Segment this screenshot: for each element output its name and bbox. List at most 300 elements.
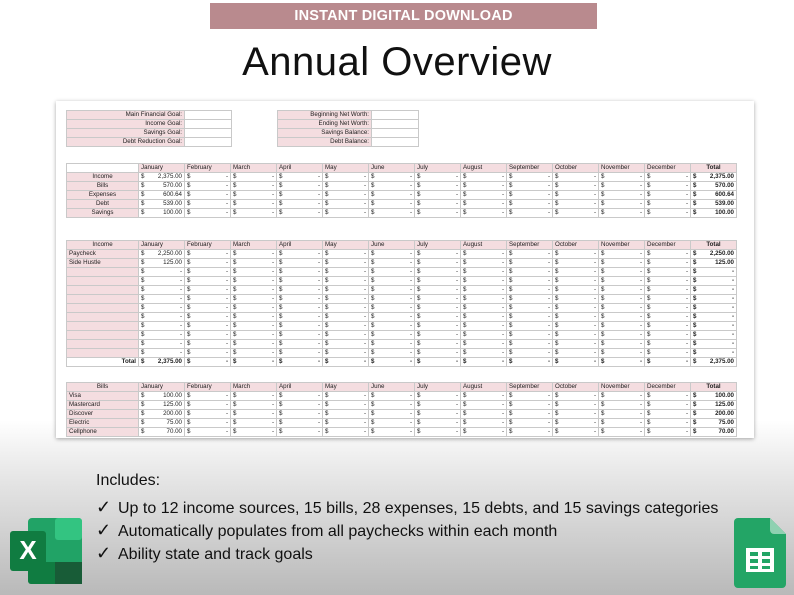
money-cell[interactable]: $ -	[185, 340, 231, 349]
money-cell[interactable]: $ -	[185, 191, 231, 200]
money-cell[interactable]: $ 2,250.00	[691, 250, 737, 259]
money-cell[interactable]: $ 100.00	[139, 392, 185, 401]
money-cell[interactable]: $ -	[599, 209, 645, 218]
money-cell[interactable]: $ -	[369, 209, 415, 218]
money-cell[interactable]: $ -	[645, 331, 691, 340]
money-cell[interactable]: $ -	[461, 200, 507, 209]
month-header[interactable]: May	[323, 241, 369, 250]
goal-value[interactable]	[372, 120, 419, 129]
money-cell[interactable]: $ -	[277, 191, 323, 200]
money-cell[interactable]: $ -	[645, 286, 691, 295]
row-label[interactable]	[67, 331, 139, 340]
month-header[interactable]: February	[185, 241, 231, 250]
money-cell[interactable]: $ -	[553, 428, 599, 437]
money-cell[interactable]: $ -	[185, 209, 231, 218]
money-cell[interactable]: $ -	[645, 209, 691, 218]
money-cell[interactable]: $ -	[461, 428, 507, 437]
month-header[interactable]: July	[415, 241, 461, 250]
money-cell[interactable]: $ -	[461, 401, 507, 410]
money-cell[interactable]: $ -	[277, 304, 323, 313]
month-header[interactable]: November	[599, 241, 645, 250]
row-label[interactable]	[67, 349, 139, 358]
money-cell[interactable]: $ -	[231, 401, 277, 410]
money-cell[interactable]: $ -	[645, 419, 691, 428]
money-cell[interactable]: $ -	[139, 286, 185, 295]
money-cell[interactable]: $ -	[369, 200, 415, 209]
money-cell[interactable]: $ -	[415, 304, 461, 313]
month-header[interactable]: February	[185, 164, 231, 173]
month-header[interactable]: September	[507, 241, 553, 250]
money-cell[interactable]: $ -	[369, 313, 415, 322]
money-cell[interactable]: $ -	[553, 392, 599, 401]
money-cell[interactable]: $ 600.64	[139, 191, 185, 200]
month-header[interactable]: January	[139, 164, 185, 173]
month-header[interactable]: January	[139, 383, 185, 392]
money-cell[interactable]: $ -	[231, 182, 277, 191]
month-header[interactable]: January	[139, 241, 185, 250]
money-cell[interactable]: $ -	[645, 410, 691, 419]
money-cell[interactable]: $ -	[323, 322, 369, 331]
money-cell[interactable]: $ -	[231, 313, 277, 322]
money-cell[interactable]: $ -	[185, 331, 231, 340]
money-cell[interactable]: $ -	[415, 173, 461, 182]
money-cell[interactable]: $ -	[507, 331, 553, 340]
money-cell[interactable]: $ -	[461, 349, 507, 358]
row-label[interactable]: Cellphone	[67, 428, 139, 437]
money-cell[interactable]: $ -	[415, 286, 461, 295]
money-cell[interactable]: $ -	[415, 191, 461, 200]
money-cell[interactable]: $ -	[415, 268, 461, 277]
money-cell[interactable]: $ -	[599, 191, 645, 200]
money-cell[interactable]: $ -	[507, 428, 553, 437]
money-cell[interactable]: $ -	[553, 340, 599, 349]
money-cell[interactable]: $ -	[553, 295, 599, 304]
money-cell[interactable]: $ 125.00	[139, 401, 185, 410]
money-cell[interactable]: $ -	[139, 322, 185, 331]
money-cell[interactable]: $ -	[461, 182, 507, 191]
money-cell[interactable]: $ 2,375.00	[139, 173, 185, 182]
money-cell[interactable]: $ -	[645, 191, 691, 200]
money-cell[interactable]: $ -	[231, 349, 277, 358]
money-cell[interactable]: $ -	[185, 349, 231, 358]
money-cell[interactable]: $ -	[139, 295, 185, 304]
money-cell[interactable]: $ -	[185, 268, 231, 277]
money-cell[interactable]: $ -	[185, 410, 231, 419]
money-cell[interactable]: $ -	[415, 410, 461, 419]
money-cell[interactable]: $ -	[507, 322, 553, 331]
money-cell[interactable]: $ -	[507, 295, 553, 304]
money-cell[interactable]: $ -	[323, 191, 369, 200]
money-cell[interactable]: $ -	[461, 410, 507, 419]
money-cell[interactable]: $ -	[369, 349, 415, 358]
money-cell[interactable]: $ -	[415, 259, 461, 268]
money-cell[interactable]: $ -	[231, 322, 277, 331]
money-cell[interactable]: $ -	[323, 173, 369, 182]
money-cell[interactable]: $ -	[369, 250, 415, 259]
total-header[interactable]: Total	[691, 164, 737, 173]
month-header[interactable]: March	[231, 383, 277, 392]
money-cell[interactable]: $ -	[461, 419, 507, 428]
total-header[interactable]: Total	[691, 241, 737, 250]
money-cell[interactable]: $ -	[185, 182, 231, 191]
money-cell[interactable]: $ -	[323, 358, 369, 367]
money-cell[interactable]: $ -	[277, 349, 323, 358]
money-cell[interactable]: $ -	[415, 295, 461, 304]
money-cell[interactable]: $ -	[139, 340, 185, 349]
money-cell[interactable]: $ -	[599, 392, 645, 401]
money-cell[interactable]: $ -	[553, 358, 599, 367]
money-cell[interactable]: $ 125.00	[691, 401, 737, 410]
money-cell[interactable]: $ -	[599, 259, 645, 268]
money-cell[interactable]: $ -	[369, 358, 415, 367]
money-cell[interactable]: $ -	[323, 410, 369, 419]
money-cell[interactable]: $ -	[139, 313, 185, 322]
money-cell[interactable]: $ -	[185, 200, 231, 209]
money-cell[interactable]: $ -	[185, 313, 231, 322]
money-cell[interactable]: $ -	[369, 331, 415, 340]
money-cell[interactable]: $ -	[553, 331, 599, 340]
money-cell[interactable]: $ -	[369, 277, 415, 286]
money-cell[interactable]: $ -	[599, 322, 645, 331]
money-cell[interactable]: $ -	[645, 268, 691, 277]
money-cell[interactable]: $ -	[461, 268, 507, 277]
goal-value[interactable]	[185, 111, 232, 120]
money-cell[interactable]: $ -	[277, 331, 323, 340]
money-cell[interactable]: $ -	[231, 200, 277, 209]
row-label[interactable]	[67, 340, 139, 349]
money-cell[interactable]: $ -	[139, 331, 185, 340]
money-cell[interactable]: $ -	[599, 401, 645, 410]
money-cell[interactable]: $ -	[277, 340, 323, 349]
money-cell[interactable]: $ -	[415, 313, 461, 322]
month-header[interactable]: February	[185, 383, 231, 392]
money-cell[interactable]: $ -	[231, 428, 277, 437]
row-label[interactable]: Income	[67, 173, 139, 182]
money-cell[interactable]: $ -	[231, 295, 277, 304]
month-header[interactable]: October	[553, 383, 599, 392]
money-cell[interactable]: $ -	[323, 340, 369, 349]
money-cell[interactable]: $ 2,250.00	[139, 250, 185, 259]
row-label[interactable]	[67, 295, 139, 304]
money-cell[interactable]: $ -	[415, 250, 461, 259]
row-label[interactable]	[67, 268, 139, 277]
money-cell[interactable]: $ -	[323, 259, 369, 268]
money-cell[interactable]: $ -	[645, 173, 691, 182]
money-cell[interactable]: $ -	[553, 250, 599, 259]
money-cell[interactable]: $ -	[415, 358, 461, 367]
money-cell[interactable]: $ -	[599, 340, 645, 349]
money-cell[interactable]: $ -	[415, 428, 461, 437]
money-cell[interactable]: $ -	[369, 401, 415, 410]
month-header[interactable]: August	[461, 241, 507, 250]
money-cell[interactable]: $ -	[369, 419, 415, 428]
money-cell[interactable]: $ -	[553, 286, 599, 295]
money-cell[interactable]: $ -	[599, 410, 645, 419]
money-cell[interactable]: $ 200.00	[691, 410, 737, 419]
money-cell[interactable]: $ -	[599, 268, 645, 277]
money-cell[interactable]: $ -	[507, 286, 553, 295]
money-cell[interactable]: $ -	[507, 259, 553, 268]
month-header[interactable]: May	[323, 383, 369, 392]
money-cell[interactable]: $ -	[461, 358, 507, 367]
goal-label[interactable]: Income Goal:	[67, 120, 185, 129]
money-cell[interactable]: $ -	[599, 250, 645, 259]
money-cell[interactable]: $ -	[553, 322, 599, 331]
money-cell[interactable]: $ -	[691, 295, 737, 304]
money-cell[interactable]: $ -	[277, 173, 323, 182]
money-cell[interactable]: $ -	[507, 392, 553, 401]
money-cell[interactable]: $ -	[507, 340, 553, 349]
money-cell[interactable]: $ -	[645, 313, 691, 322]
money-cell[interactable]: $ -	[323, 200, 369, 209]
money-cell[interactable]: $ -	[369, 410, 415, 419]
money-cell[interactable]: $ 2,375.00	[691, 358, 737, 367]
money-cell[interactable]: $ -	[599, 419, 645, 428]
money-cell[interactable]: $ -	[185, 428, 231, 437]
money-cell[interactable]: $ -	[369, 173, 415, 182]
row-label[interactable]: Discover	[67, 410, 139, 419]
money-cell[interactable]: $ -	[553, 401, 599, 410]
money-cell[interactable]: $ -	[231, 268, 277, 277]
month-header[interactable]: December	[645, 383, 691, 392]
money-cell[interactable]: $ -	[415, 401, 461, 410]
money-cell[interactable]: $ -	[507, 401, 553, 410]
money-cell[interactable]: $ -	[139, 277, 185, 286]
money-cell[interactable]: $ -	[185, 295, 231, 304]
month-header[interactable]: September	[507, 164, 553, 173]
money-cell[interactable]: $ -	[231, 340, 277, 349]
money-cell[interactable]: $ 570.00	[139, 182, 185, 191]
money-cell[interactable]: $ -	[599, 349, 645, 358]
money-cell[interactable]: $ -	[415, 200, 461, 209]
row-label[interactable]	[67, 322, 139, 331]
money-cell[interactable]: $ -	[277, 419, 323, 428]
goal-label[interactable]: Savings Balance:	[278, 129, 372, 138]
money-cell[interactable]: $ -	[369, 295, 415, 304]
month-header[interactable]: November	[599, 383, 645, 392]
money-cell[interactable]: $ -	[277, 322, 323, 331]
section-title[interactable]: Income	[67, 241, 139, 250]
money-cell[interactable]: $ -	[691, 304, 737, 313]
money-cell[interactable]: $ -	[645, 428, 691, 437]
money-cell[interactable]: $ -	[415, 419, 461, 428]
money-cell[interactable]: $ -	[461, 209, 507, 218]
money-cell[interactable]: $ -	[461, 250, 507, 259]
money-cell[interactable]: $ 600.64	[691, 191, 737, 200]
money-cell[interactable]: $ -	[599, 304, 645, 313]
money-cell[interactable]: $ -	[369, 322, 415, 331]
money-cell[interactable]: $ -	[461, 331, 507, 340]
month-header[interactable]: April	[277, 164, 323, 173]
month-header[interactable]: July	[415, 383, 461, 392]
month-header[interactable]: March	[231, 164, 277, 173]
goal-value[interactable]	[372, 111, 419, 120]
goal-value[interactable]	[372, 129, 419, 138]
money-cell[interactable]: $ -	[323, 209, 369, 218]
money-cell[interactable]: $ -	[231, 410, 277, 419]
money-cell[interactable]: $ -	[277, 277, 323, 286]
money-cell[interactable]: $ -	[185, 419, 231, 428]
money-cell[interactable]: $ -	[507, 268, 553, 277]
money-cell[interactable]: $ -	[553, 268, 599, 277]
money-cell[interactable]: $ -	[507, 349, 553, 358]
month-header[interactable]: August	[461, 383, 507, 392]
money-cell[interactable]: $ -	[277, 313, 323, 322]
money-cell[interactable]: $ -	[553, 419, 599, 428]
money-cell[interactable]: $ 125.00	[139, 259, 185, 268]
row-label[interactable]	[67, 277, 139, 286]
money-cell[interactable]: $ -	[415, 392, 461, 401]
money-cell[interactable]: $ -	[415, 322, 461, 331]
money-cell[interactable]: $ -	[369, 191, 415, 200]
goal-value[interactable]	[185, 138, 232, 147]
money-cell[interactable]: $ -	[461, 304, 507, 313]
money-cell[interactable]: $ -	[231, 358, 277, 367]
money-cell[interactable]: $ -	[369, 428, 415, 437]
money-cell[interactable]: $ -	[415, 182, 461, 191]
money-cell[interactable]: $ -	[185, 173, 231, 182]
money-cell[interactable]: $ -	[553, 182, 599, 191]
money-cell[interactable]: $ -	[599, 286, 645, 295]
money-cell[interactable]: $ -	[599, 182, 645, 191]
money-cell[interactable]: $ -	[323, 313, 369, 322]
money-cell[interactable]: $ -	[277, 200, 323, 209]
money-cell[interactable]: $ -	[369, 286, 415, 295]
goal-value[interactable]	[185, 120, 232, 129]
row-label[interactable]: Expenses	[67, 191, 139, 200]
money-cell[interactable]: $ 570.00	[691, 182, 737, 191]
row-label[interactable]: Side Hustle	[67, 259, 139, 268]
money-cell[interactable]: $ -	[231, 419, 277, 428]
month-header[interactable]: November	[599, 164, 645, 173]
month-header[interactable]: June	[369, 241, 415, 250]
money-cell[interactable]: $ -	[691, 331, 737, 340]
month-header[interactable]: April	[277, 383, 323, 392]
money-cell[interactable]: $ -	[461, 392, 507, 401]
money-cell[interactable]: $ -	[507, 313, 553, 322]
money-cell[interactable]: $ -	[645, 250, 691, 259]
money-cell[interactable]: $ -	[461, 295, 507, 304]
money-cell[interactable]: $ -	[645, 259, 691, 268]
money-cell[interactable]: $ -	[599, 200, 645, 209]
money-cell[interactable]: $ 100.00	[691, 392, 737, 401]
month-header[interactable]: August	[461, 164, 507, 173]
month-header[interactable]: December	[645, 164, 691, 173]
money-cell[interactable]: $ -	[599, 313, 645, 322]
goal-value[interactable]	[185, 129, 232, 138]
money-cell[interactable]: $ -	[645, 182, 691, 191]
money-cell[interactable]: $ 75.00	[139, 419, 185, 428]
money-cell[interactable]: $ -	[277, 358, 323, 367]
money-cell[interactable]: $ -	[553, 200, 599, 209]
money-cell[interactable]: $ -	[231, 250, 277, 259]
money-cell[interactable]: $ -	[323, 182, 369, 191]
money-cell[interactable]: $ -	[645, 392, 691, 401]
money-cell[interactable]: $ -	[323, 392, 369, 401]
money-cell[interactable]: $ -	[645, 200, 691, 209]
money-cell[interactable]: $ -	[323, 268, 369, 277]
money-cell[interactable]: $ -	[599, 277, 645, 286]
money-cell[interactable]: $ -	[553, 349, 599, 358]
money-cell[interactable]: $ -	[323, 419, 369, 428]
money-cell[interactable]: $ -	[507, 277, 553, 286]
row-label[interactable]: Electric	[67, 419, 139, 428]
money-cell[interactable]: $ -	[507, 250, 553, 259]
row-label[interactable]: Bills	[67, 182, 139, 191]
month-header[interactable]: September	[507, 383, 553, 392]
money-cell[interactable]: $ -	[323, 401, 369, 410]
money-cell[interactable]: $ -	[645, 401, 691, 410]
money-cell[interactable]: $ -	[415, 349, 461, 358]
section-title[interactable]	[67, 164, 139, 173]
money-cell[interactable]: $ 100.00	[691, 209, 737, 218]
money-cell[interactable]: $ -	[139, 349, 185, 358]
money-cell[interactable]: $ -	[461, 313, 507, 322]
money-cell[interactable]: $ -	[645, 322, 691, 331]
money-cell[interactable]: $ -	[553, 191, 599, 200]
money-cell[interactable]: $ -	[277, 268, 323, 277]
money-cell[interactable]: $ -	[599, 173, 645, 182]
money-cell[interactable]: $ -	[323, 286, 369, 295]
money-cell[interactable]: $ 200.00	[139, 410, 185, 419]
money-cell[interactable]: $ -	[691, 322, 737, 331]
money-cell[interactable]: $ -	[277, 428, 323, 437]
money-cell[interactable]: $ -	[277, 410, 323, 419]
money-cell[interactable]: $ -	[461, 286, 507, 295]
money-cell[interactable]: $ -	[277, 392, 323, 401]
money-cell[interactable]: $ -	[277, 182, 323, 191]
money-cell[interactable]: $ -	[553, 277, 599, 286]
money-cell[interactable]: $ -	[185, 250, 231, 259]
money-cell[interactable]: $ -	[231, 392, 277, 401]
money-cell[interactable]: $ -	[185, 401, 231, 410]
money-cell[interactable]: $ -	[415, 331, 461, 340]
money-cell[interactable]: $ -	[185, 286, 231, 295]
money-cell[interactable]: $ -	[553, 173, 599, 182]
money-cell[interactable]: $ -	[645, 295, 691, 304]
row-label[interactable]	[67, 304, 139, 313]
money-cell[interactable]: $ -	[369, 182, 415, 191]
money-cell[interactable]: $ -	[691, 349, 737, 358]
money-cell[interactable]: $ -	[645, 277, 691, 286]
money-cell[interactable]: $ -	[507, 209, 553, 218]
money-cell[interactable]: $ 125.00	[691, 259, 737, 268]
money-cell[interactable]: $ -	[323, 331, 369, 340]
row-label[interactable]: Debt	[67, 200, 139, 209]
money-cell[interactable]: $ -	[461, 340, 507, 349]
row-label[interactable]: Visa	[67, 392, 139, 401]
money-cell[interactable]: $ -	[645, 349, 691, 358]
money-cell[interactable]: $ 539.00	[691, 200, 737, 209]
money-cell[interactable]: $ 70.00	[691, 428, 737, 437]
money-cell[interactable]: $ -	[415, 277, 461, 286]
money-cell[interactable]: $ -	[415, 209, 461, 218]
money-cell[interactable]: $ -	[231, 286, 277, 295]
money-cell[interactable]: $ -	[139, 304, 185, 313]
money-cell[interactable]: $ -	[645, 304, 691, 313]
month-header[interactable]: June	[369, 164, 415, 173]
goal-label[interactable]: Debt Reduction Goal:	[67, 138, 185, 147]
goal-value[interactable]	[372, 138, 419, 147]
money-cell[interactable]: $ -	[415, 340, 461, 349]
money-cell[interactable]: $ -	[277, 259, 323, 268]
money-cell[interactable]: $ -	[369, 259, 415, 268]
money-cell[interactable]: $ -	[139, 268, 185, 277]
money-cell[interactable]: $ -	[323, 277, 369, 286]
money-cell[interactable]: $ -	[185, 392, 231, 401]
month-header[interactable]: December	[645, 241, 691, 250]
money-cell[interactable]: $ 2,375.00	[691, 173, 737, 182]
